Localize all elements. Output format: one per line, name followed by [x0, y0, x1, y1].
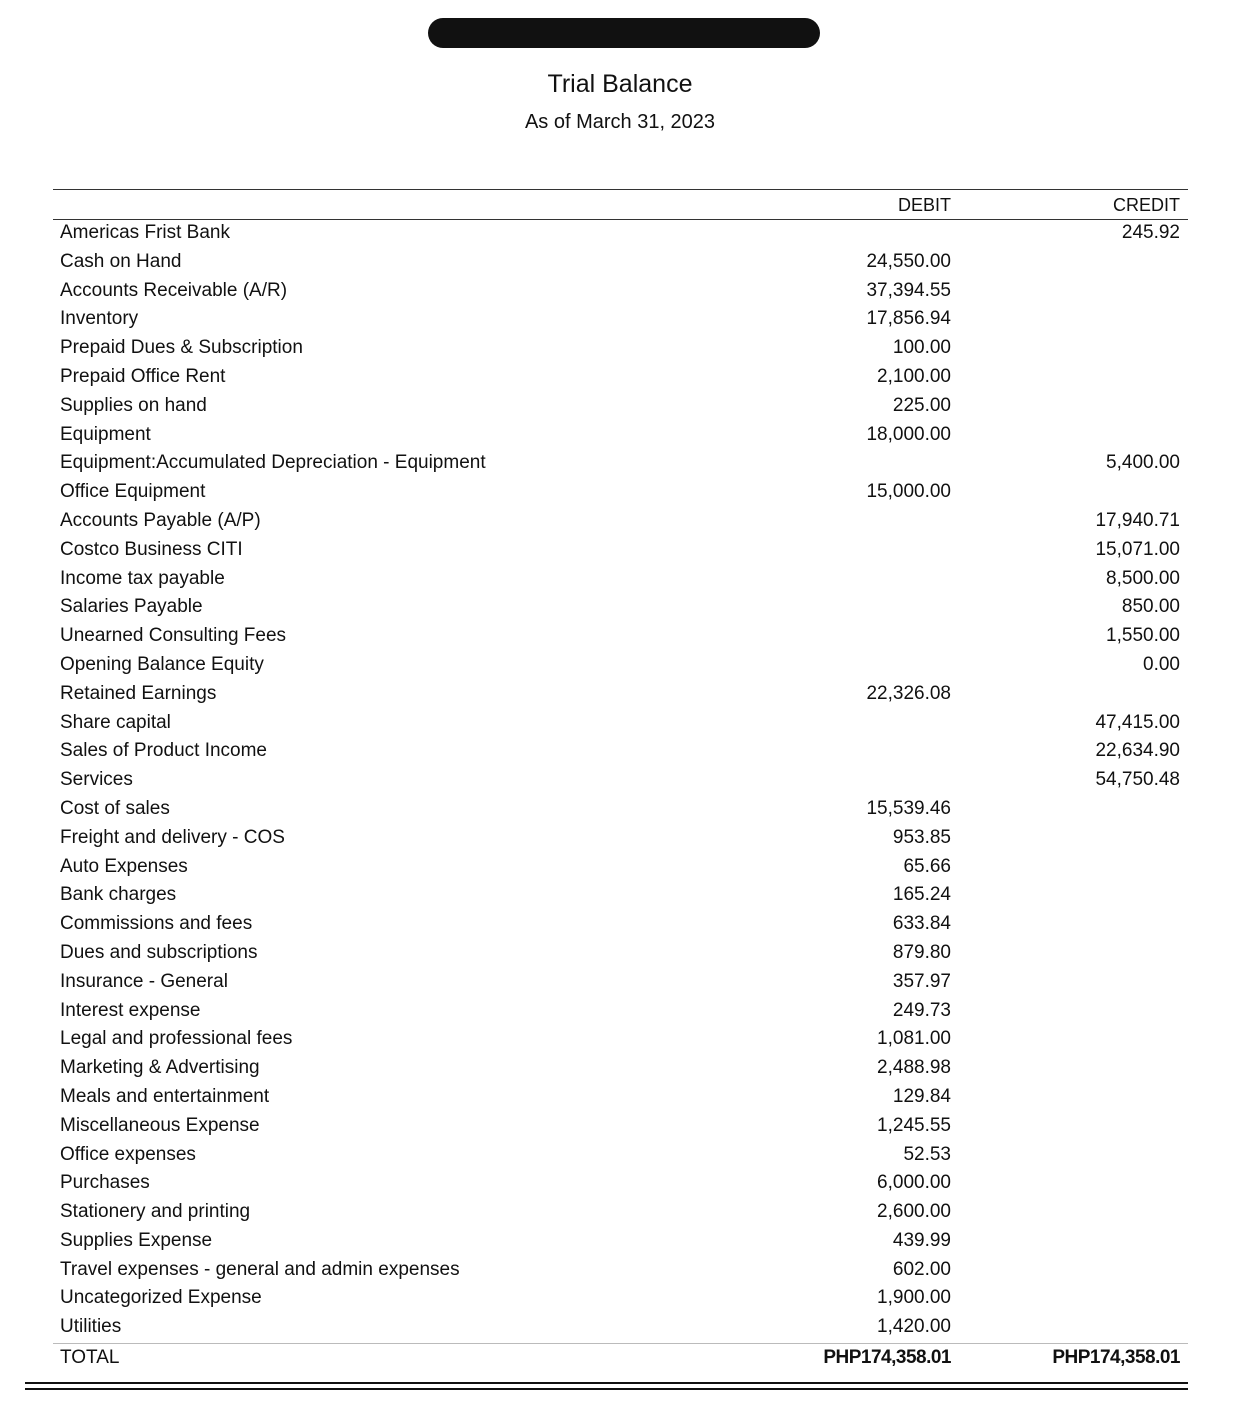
credit-column-header: CREDIT: [1113, 195, 1180, 215]
table-row: [53, 220, 1188, 249]
report-title: Trial Balance: [547, 70, 693, 98]
debit-amount: 2,488.98: [877, 1057, 951, 1079]
table-row: [53, 1142, 1188, 1171]
table-row: [53, 623, 1188, 652]
table-row: [53, 854, 1188, 883]
trial-balance-table: [53, 189, 1188, 1390]
account-name: Inventory: [60, 308, 139, 330]
debit-amount: 15,000.00: [866, 481, 951, 503]
account-name: Unearned Consulting Fees: [60, 625, 287, 647]
table-row: [53, 796, 1188, 825]
credit-amount: 22,634.90: [1095, 740, 1180, 762]
account-name: Uncategorized Expense: [60, 1287, 262, 1309]
credit-amount: 850.00: [1121, 596, 1180, 618]
table-row: [53, 278, 1188, 307]
table-row: [53, 998, 1188, 1027]
account-name: Commissions and fees: [60, 913, 253, 935]
table-row: [53, 940, 1188, 969]
table-row: [53, 594, 1188, 623]
table-row: [53, 911, 1188, 940]
credit-amount: 0.00: [1143, 653, 1180, 675]
table-row: [53, 710, 1188, 739]
debit-amount: 100.00: [892, 337, 951, 359]
debit-amount: 37,394.55: [866, 279, 951, 301]
account-name: Supplies Expense: [60, 1229, 213, 1251]
redacted-company-name: [428, 18, 820, 48]
table-row: [53, 566, 1188, 595]
account-name: Dues and subscriptions: [60, 941, 258, 963]
credit-amount: 1,550.00: [1106, 625, 1180, 647]
table-row: [53, 1314, 1188, 1343]
account-name: Opening Balance Equity: [60, 653, 264, 675]
debit-amount: 249.73: [892, 999, 951, 1021]
debit-amount: 953.85: [892, 826, 951, 848]
account-name: Bank charges: [60, 884, 177, 906]
table-row: [53, 652, 1188, 681]
debit-amount: 18,000.00: [866, 423, 951, 445]
table-row: [53, 825, 1188, 854]
debit-amount: 1,420.00: [877, 1316, 951, 1338]
account-name: Office Equipment: [60, 481, 206, 503]
total-debit: PHP174,358.01: [823, 1347, 951, 1369]
table-row: [53, 1257, 1188, 1286]
account-name: Prepaid Dues & Subscription: [60, 337, 303, 359]
account-name: Cash on Hand: [60, 250, 182, 272]
total-label: TOTAL: [60, 1347, 120, 1369]
credit-amount: 245.92: [1121, 222, 1180, 243]
account-name: Legal and professional fees: [60, 1028, 293, 1050]
debit-amount: 357.97: [892, 970, 951, 992]
table-row: [53, 1285, 1188, 1314]
account-name: Utilities: [60, 1316, 122, 1338]
table-row: [53, 1055, 1188, 1084]
table-row: [53, 767, 1188, 796]
account-name: Office expenses: [60, 1143, 196, 1165]
debit-amount: 1,900.00: [877, 1287, 951, 1309]
credit-amount: 15,071.00: [1095, 538, 1180, 560]
debit-amount: 225.00: [892, 394, 951, 416]
table-row: [53, 1113, 1188, 1142]
total-row: [53, 1343, 1188, 1374]
table-row: [53, 882, 1188, 911]
table-row: [53, 1228, 1188, 1257]
account-name: Cost of sales: [60, 797, 170, 819]
account-name: Insurance - General: [60, 970, 228, 992]
debit-amount: 1,081.00: [877, 1028, 951, 1050]
table-row: [53, 422, 1188, 451]
credit-amount: 17,940.71: [1095, 509, 1180, 531]
debit-column-header: DEBIT: [897, 195, 951, 215]
table-row: [53, 393, 1188, 422]
debit-amount: 165.24: [892, 884, 951, 906]
debit-amount: 65.66: [903, 855, 951, 877]
table-row: [53, 1170, 1188, 1199]
account-name: Travel expenses - general and admin expenses: [60, 1258, 460, 1280]
account-name: Retained Earnings: [60, 682, 217, 704]
account-name: Accounts Payable (A/P): [60, 509, 261, 531]
table-header: [53, 189, 1188, 220]
debit-amount: 6,000.00: [877, 1172, 951, 1194]
debit-amount: 129.84: [892, 1085, 951, 1107]
debit-amount: 2,100.00: [877, 365, 951, 387]
debit-amount: 602.00: [892, 1258, 951, 1280]
credit-amount: 54,750.48: [1095, 769, 1180, 791]
table-body: [53, 220, 1188, 1343]
debit-amount: 24,550.00: [866, 250, 951, 272]
account-name: Marketing & Advertising: [60, 1057, 260, 1079]
account-name: Interest expense: [60, 999, 201, 1021]
table-row: [53, 306, 1188, 335]
table-row: [53, 1199, 1188, 1228]
credit-amount: 8,500.00: [1106, 567, 1180, 589]
account-name: Income tax payable: [60, 567, 225, 589]
account-name: Accounts Receivable (A/R): [60, 279, 288, 301]
debit-amount: 17,856.94: [866, 308, 951, 330]
account-name: Sales of Product Income: [60, 740, 267, 762]
account-name: Miscellaneous Expense: [60, 1114, 260, 1136]
credit-amount: 47,415.00: [1095, 711, 1180, 733]
total-credit: PHP174,358.01: [1052, 1347, 1180, 1369]
table-row: [53, 364, 1188, 393]
table-row: [53, 335, 1188, 364]
account-name: Share capital: [60, 711, 171, 733]
account-name: Freight and delivery - COS: [60, 826, 285, 848]
account-name: Equipment:Accumulated Depreciation - Equipment: [60, 452, 486, 474]
debit-amount: 52.53: [903, 1143, 951, 1165]
account-name: Auto Expenses: [60, 855, 188, 877]
debit-amount: 439.99: [892, 1229, 951, 1251]
table-row: [53, 450, 1188, 479]
table-row: [53, 969, 1188, 998]
report-date: As of March 31, 2023: [524, 111, 716, 133]
table-row: [53, 537, 1188, 566]
double-underline: [25, 1382, 1188, 1390]
account-name: Americas Frist Bank: [60, 222, 230, 243]
debit-amount: 1,245.55: [877, 1114, 951, 1136]
table-row: [53, 249, 1188, 278]
account-name: Services: [60, 769, 133, 791]
debit-amount: 15,539.46: [866, 797, 951, 819]
account-name: Stationery and printing: [60, 1201, 251, 1223]
account-name: Purchases: [60, 1172, 150, 1194]
table-row: [53, 1026, 1188, 1055]
debit-amount: 22,326.08: [866, 682, 951, 704]
table-row: [53, 738, 1188, 767]
account-name: Prepaid Office Rent: [60, 365, 226, 387]
table-row: [53, 681, 1188, 710]
table-row: [53, 508, 1188, 537]
account-name: Salaries Payable: [60, 596, 203, 618]
credit-amount: 5,400.00: [1106, 452, 1180, 474]
account-name: Supplies on hand: [60, 394, 207, 416]
table-row: [53, 479, 1188, 508]
debit-amount: 633.84: [892, 913, 951, 935]
table-row: [53, 1084, 1188, 1113]
account-name: Meals and entertainment: [60, 1085, 270, 1107]
account-name: Costco Business CITI: [60, 538, 243, 560]
debit-amount: 879.80: [892, 941, 951, 963]
debit-amount: 2,600.00: [877, 1201, 951, 1223]
account-name: Equipment: [60, 423, 151, 445]
